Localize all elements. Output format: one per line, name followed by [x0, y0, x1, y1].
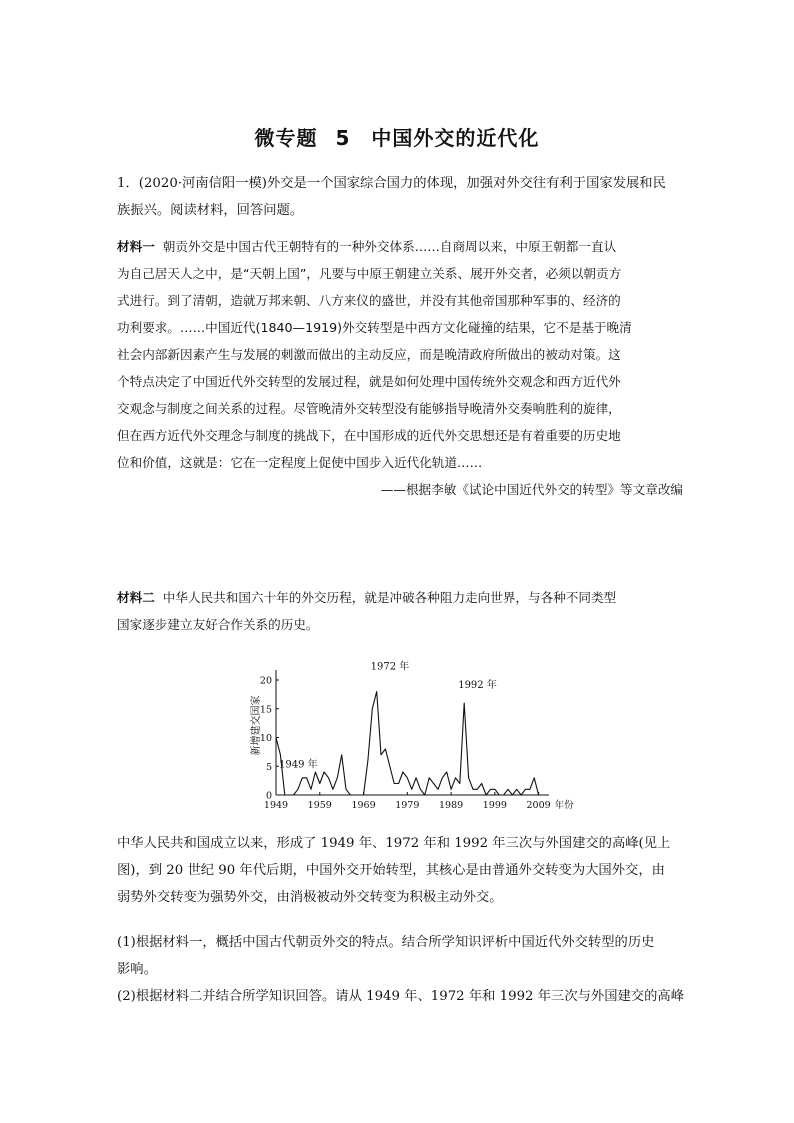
line-series: [276, 692, 543, 796]
y-tick-label: 20: [259, 675, 272, 687]
text-line: 个特点决定了中国近代外交转型的发展过程，就是如何处理中国传统外交观念和西方近代外: [117, 374, 621, 389]
material-2-label: 材料二: [117, 590, 155, 605]
material-1-first-line: 朝贡外交是中国古代王朝特有的一种外交体系……自商周以来，中原王朝都一直认: [162, 239, 617, 254]
material-2: [117, 584, 683, 638]
text-line: 社会内部新因素产生与发展的刺激而做出的主动反应，而是晚清政府所做出的被动对策。这: [117, 347, 621, 362]
question-1-intro: [117, 170, 683, 224]
x-tick-label: 1989: [438, 800, 464, 811]
chart-explanation: [117, 830, 683, 911]
text-line: 功利要求。……中国近代(1840—1919)外交转型是中西方文化碰撞的结果，它不是基于晚清: [117, 320, 632, 335]
text-line: 为自己居天人之中，是“天朝上国”，凡要与中原王朝建立关系、展开外交者，必须以朝贡方: [117, 266, 622, 281]
x-tick-label: 1969: [351, 800, 376, 811]
text-line: 1．(2020·河南信阳一模)外交是一个国家综合国力的体现，加强对外交往有利于国家发展和民: [117, 176, 666, 191]
material-1-label: 材料一: [117, 239, 155, 254]
peak-annotation: 1972 年: [370, 661, 410, 673]
sub-questions: [117, 929, 683, 1010]
diplomatic-relations-chart: [246, 661, 574, 814]
text-line: 但在西方近代外交理念与制度的挑战下，在中国形成的近代外交思想还是有着重要的历史地: [117, 428, 621, 443]
y-tick-label: 10: [259, 733, 272, 744]
x-tick-label: 1999: [482, 800, 507, 811]
y-tick-label: 15: [259, 704, 272, 716]
text-line: 弱势外交转变为强势外交，由消极被动外交转变为积极主动外交。: [117, 890, 503, 905]
question-1-line: 影响。: [117, 962, 157, 977]
material-1-source: ——根据李敏《试论中国近代外交的转型》等文章改编: [380, 482, 683, 497]
text-line: 位和价值，这就是：它在一定程度上促使中国步入近代化轨道……: [117, 455, 483, 470]
text-line: 族振兴。阅读材料，回答问题。: [117, 203, 304, 218]
y-tick-label: 0: [265, 790, 272, 802]
peak-annotation: 1992 年: [458, 680, 497, 691]
y-axis-label: 新增建交国家: [251, 695, 262, 756]
text-line: 国家逐步建立友好合作关系的历史。: [117, 617, 319, 632]
text-line: 图)，到 20 世纪 90 年代后期，中国外交开始转型，其核心是由普通外交转变为大国外交，由: [117, 863, 665, 878]
chart-series: [276, 692, 543, 796]
question-1-line: (1)根据材料一，概括中国古代朝贡外交的特点。结合所学知识评析中国近代外交转型的历史: [117, 935, 655, 950]
peak-annotation: 1949 年: [279, 759, 318, 771]
text-line: 交观念与制度之间关系的过程。尽管晚清外交转型没有能够指导晚清外交奏响胜利的旋律，: [117, 401, 621, 416]
text-line: [117, 233, 683, 260]
question-2-line: (2)根据材料二并结合所学知识回答。请从 1949 年、1972 年和 1992 年三次与外国建交的高峰: [117, 989, 684, 1004]
text-line: 中华人民共和国成立以来，形成了 1949 年、1972 年和 1992 年三次与外国建交的高峰(见上: [117, 836, 671, 851]
x-tick-label: 1979: [395, 800, 420, 811]
x-tick-label: 2009: [526, 800, 551, 811]
material-2-first-line: 中华人民共和国六十年的外交历程，就是冲破各种阻力走向世界，与各种不同类型: [162, 590, 617, 605]
text-line: [117, 584, 683, 611]
x-axis-label: 年份: [554, 800, 574, 811]
y-tick-label: 5: [265, 761, 272, 773]
page-title: 微专题 5 中国外交的近代化: [254, 126, 540, 150]
x-tick-label: 1949: [263, 800, 289, 811]
material-1: [117, 233, 683, 503]
x-tick-label: 1959: [307, 800, 332, 811]
text-line: 式进行。到了清朝，造就万邦来朝、八方来仪的盛世，并没有其他帝国那种军事的、经济的: [117, 293, 621, 308]
